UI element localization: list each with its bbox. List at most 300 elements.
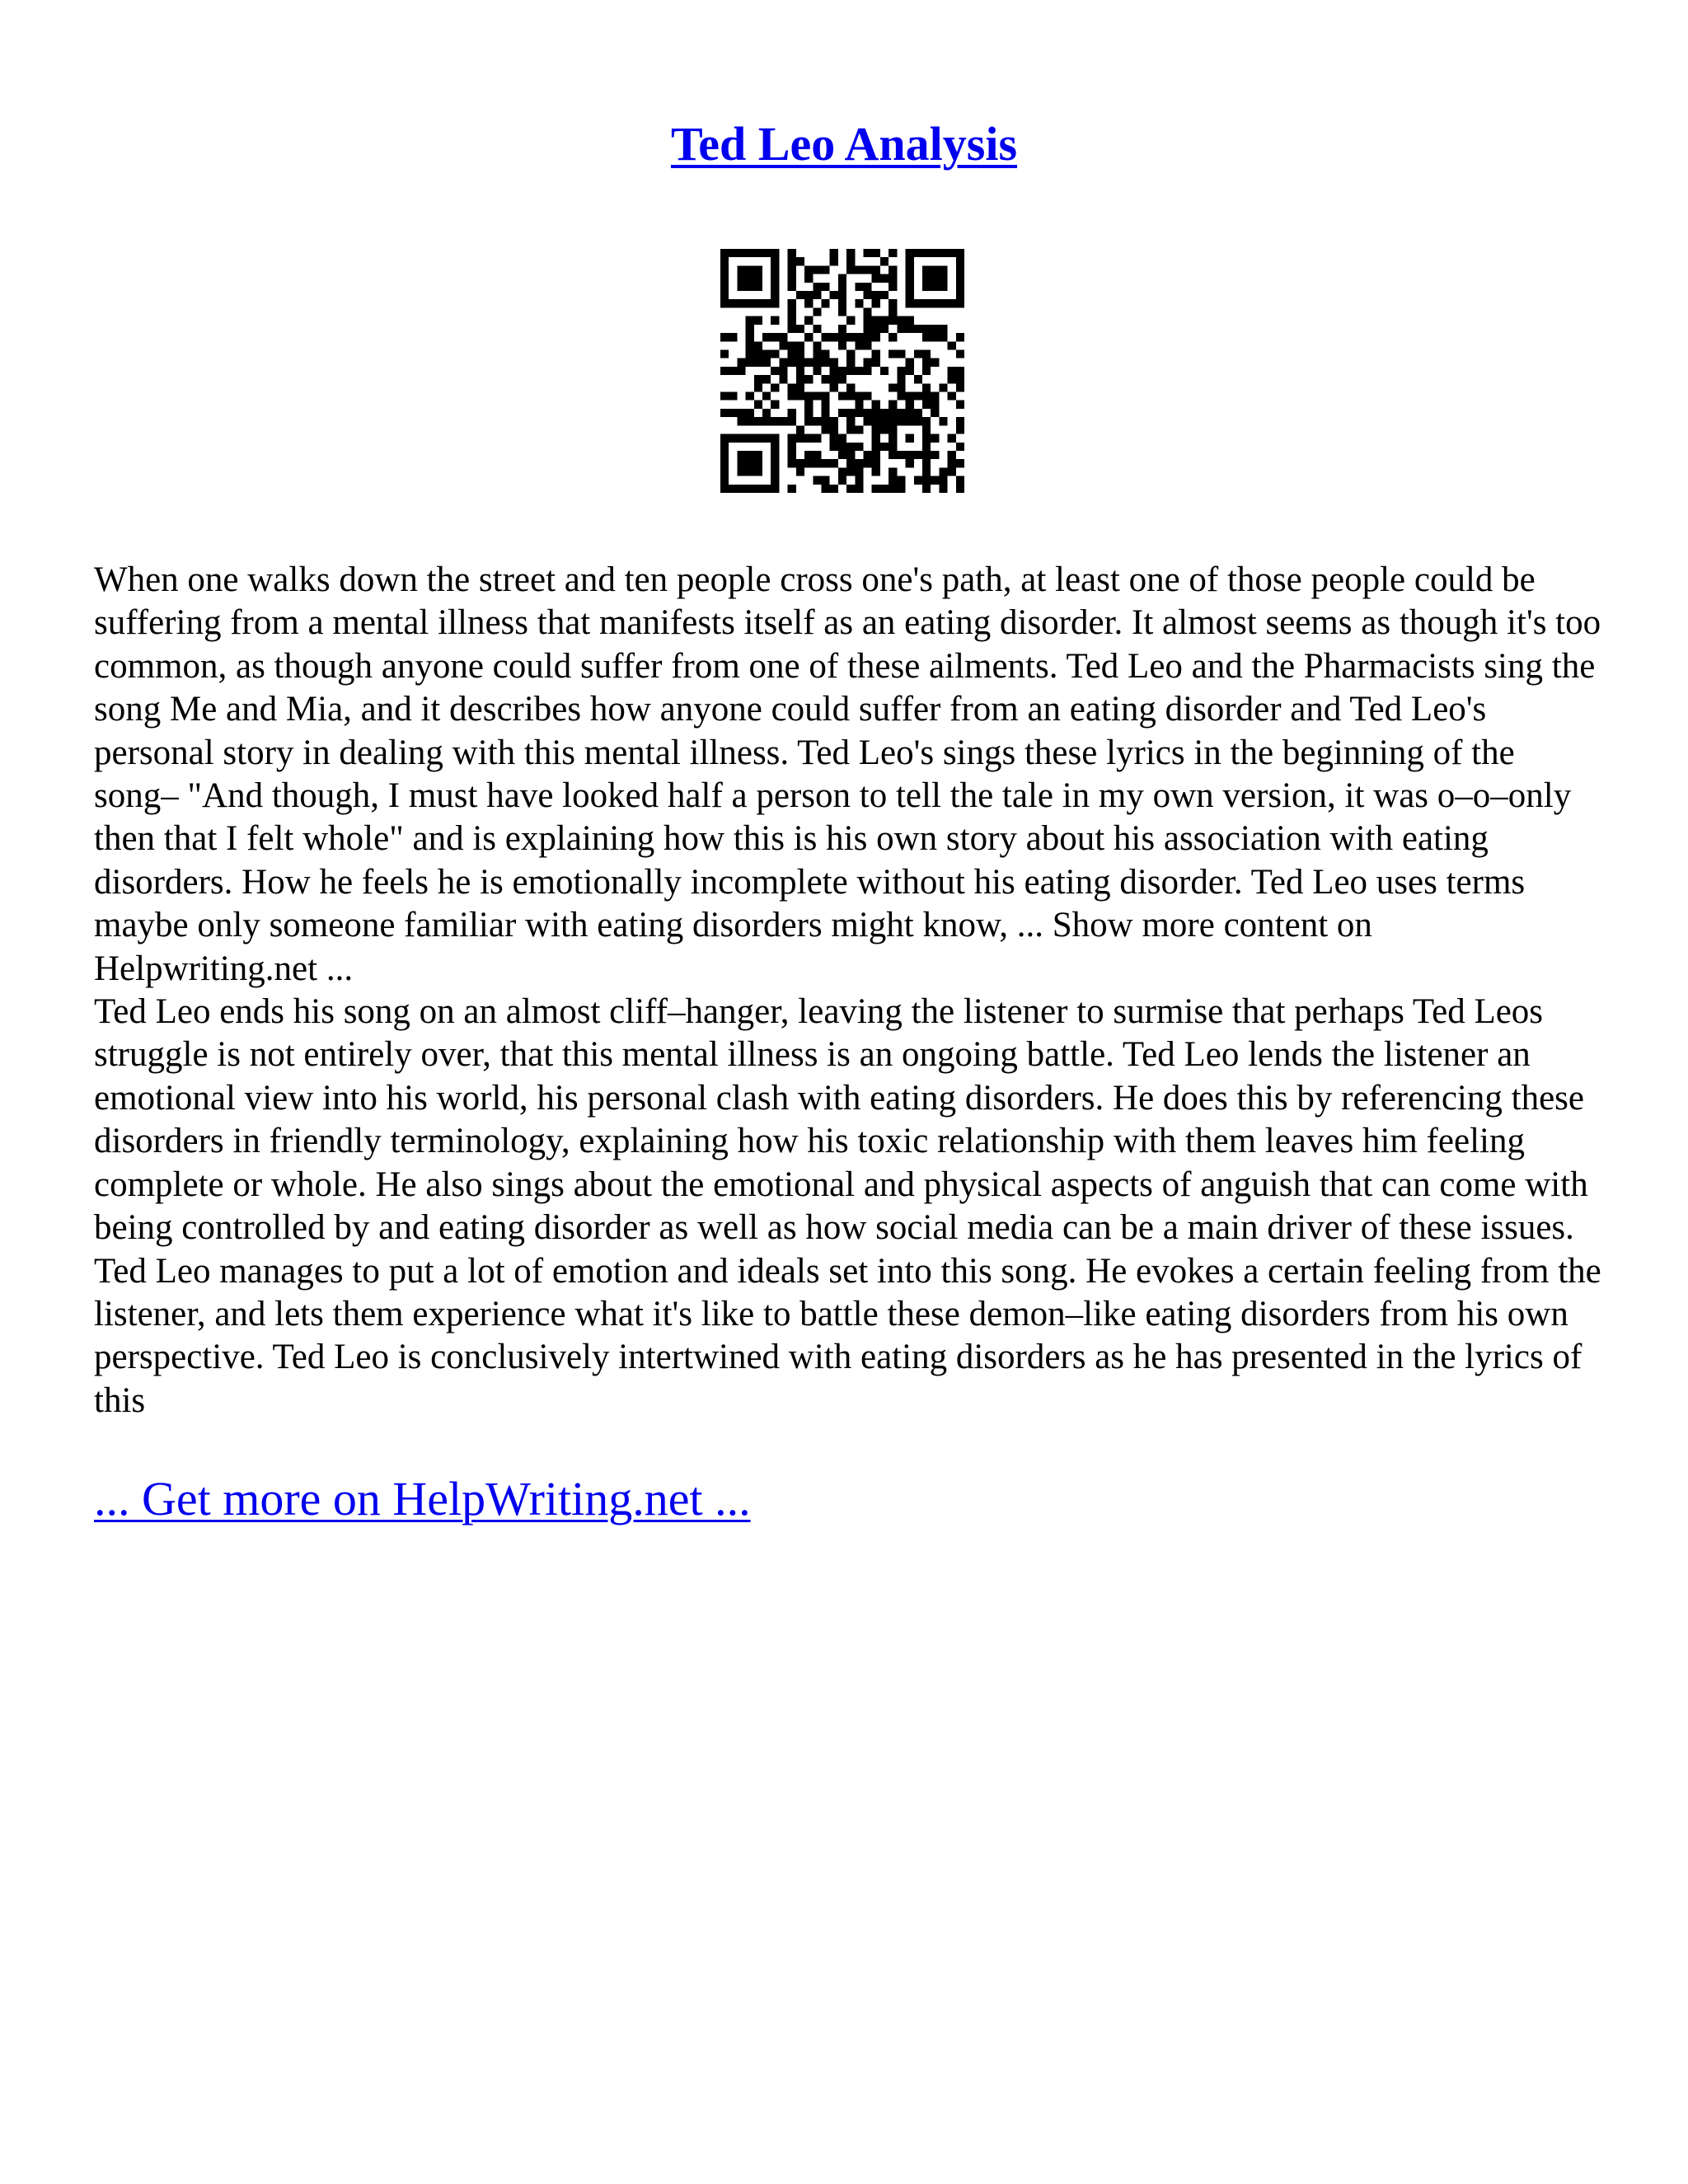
qr-module (796, 367, 804, 375)
qr-module (939, 325, 947, 333)
qr-module (864, 291, 872, 299)
qr-module (855, 443, 863, 451)
qr-module (855, 425, 863, 434)
qr-module (864, 392, 872, 401)
qr-module (906, 325, 914, 333)
qr-module (771, 299, 779, 307)
qr-module (754, 249, 762, 257)
qr-module (880, 316, 889, 325)
qr-module (889, 383, 897, 391)
qr-module (906, 417, 914, 425)
qr-module (804, 333, 813, 341)
qr-module (956, 265, 964, 274)
qr-module (762, 434, 771, 443)
qr-module (821, 401, 829, 409)
qr-module (939, 467, 947, 476)
qr-module (846, 257, 855, 265)
qr-module (931, 249, 939, 257)
qr-module (771, 434, 779, 443)
qr-module (872, 291, 880, 299)
qr-module (813, 367, 821, 375)
qr-module (922, 392, 931, 401)
qr-module (872, 316, 880, 325)
qr-module (720, 283, 729, 291)
qr-module (956, 291, 964, 299)
qr-module (830, 417, 838, 425)
qr-module (729, 485, 737, 493)
qr-module (880, 291, 889, 299)
qr-module (746, 265, 754, 274)
qr-module (762, 485, 771, 493)
qr-module (788, 485, 796, 493)
qr-module (864, 333, 872, 341)
qr-module (897, 392, 905, 401)
qr-module (813, 325, 821, 333)
qr-module (855, 409, 863, 417)
qr-module (897, 383, 905, 391)
qr-module (762, 349, 771, 358)
qr-module (889, 476, 897, 485)
qr-module (771, 367, 779, 375)
qr-module (855, 485, 863, 493)
qr-module (864, 316, 872, 325)
qr-module (746, 459, 754, 467)
qr-module (804, 291, 813, 299)
qr-module (931, 401, 939, 409)
qr-module (762, 299, 771, 307)
qr-module (729, 333, 737, 341)
qr-module (821, 375, 829, 383)
qr-module (914, 325, 922, 333)
qr-module (830, 459, 838, 467)
qr-module (922, 249, 931, 257)
qr-module (720, 333, 729, 341)
qr-module (956, 383, 964, 391)
qr-module (931, 476, 939, 485)
qr-module (720, 485, 729, 493)
qr-module (922, 359, 931, 367)
qr-module (956, 257, 964, 265)
qr-module (846, 333, 855, 341)
qr-module (948, 299, 956, 307)
qr-module (830, 434, 838, 443)
qr-module (737, 274, 745, 283)
qr-module (804, 409, 813, 417)
qr-module (754, 341, 762, 349)
qr-module (931, 409, 939, 417)
qr-module (746, 283, 754, 291)
qr-module (804, 451, 813, 459)
qr-module (922, 485, 931, 493)
qr-module (846, 383, 855, 391)
qr-module (771, 316, 779, 325)
qr-module (729, 392, 737, 401)
qr-module (956, 283, 964, 291)
qr-module (922, 443, 931, 451)
qr-module (754, 434, 762, 443)
qr-module (796, 459, 804, 467)
qr-module (762, 392, 771, 401)
qr-module (788, 283, 796, 291)
qr-module (956, 333, 964, 341)
qr-module (796, 467, 804, 476)
qr-module (906, 401, 914, 409)
qr-module (771, 274, 779, 283)
qr-module (754, 283, 762, 291)
qr-module (737, 299, 745, 307)
qr-module (788, 434, 796, 443)
get-more-link-container (94, 1470, 751, 1528)
title-link[interactable]: Ted Leo Analysis (670, 117, 1018, 171)
qr-module (939, 383, 947, 391)
qr-module (864, 341, 872, 349)
qr-module (729, 299, 737, 307)
qr-module (855, 392, 863, 401)
qr-module (897, 325, 905, 333)
page-title (0, 115, 1688, 173)
qr-module (956, 459, 964, 467)
qr-module (771, 333, 779, 341)
qr-module (746, 451, 754, 459)
qr-module (830, 425, 838, 434)
qr-module (813, 283, 821, 291)
article-body (94, 559, 1602, 1422)
qr-module (864, 459, 872, 467)
qr-module (754, 485, 762, 493)
qr-module (897, 316, 905, 325)
qr-module (762, 375, 771, 383)
qr-module (897, 375, 905, 383)
qr-module (762, 333, 771, 341)
qr-module (838, 375, 846, 383)
qr-module (906, 257, 914, 265)
qr-module (846, 409, 855, 417)
qr-module (788, 274, 796, 283)
qr-module (948, 375, 956, 383)
qr-module (956, 349, 964, 358)
qr-module (864, 325, 872, 333)
qr-module (720, 265, 729, 274)
qr-module (821, 459, 829, 467)
qr-module (762, 359, 771, 367)
qr-module (922, 265, 931, 274)
qr-module (948, 459, 956, 467)
qr-module (746, 249, 754, 257)
qr-module (771, 476, 779, 485)
qr-module (838, 451, 846, 459)
qr-module (906, 283, 914, 291)
qr-module (838, 299, 846, 307)
qr-module (846, 459, 855, 467)
qr-module (889, 349, 897, 358)
qr-module (864, 451, 872, 459)
qr-module (720, 409, 729, 417)
qr-module (846, 265, 855, 274)
qr-module (796, 341, 804, 349)
qr-module (922, 283, 931, 291)
qr-module (788, 359, 796, 367)
qr-module (931, 359, 939, 367)
qr-module (956, 476, 964, 485)
qr-module (846, 359, 855, 367)
qr-module (746, 316, 754, 325)
qr-module (796, 291, 804, 299)
qr-module (838, 333, 846, 341)
qr-module (931, 265, 939, 274)
qr-module (788, 349, 796, 358)
qr-module (880, 417, 889, 425)
qr-module (872, 265, 880, 274)
qr-module (880, 485, 889, 493)
qr-module (939, 485, 947, 493)
qr-module (804, 434, 813, 443)
qr-module (846, 467, 855, 476)
qr-module (737, 283, 745, 291)
qr-module (956, 401, 964, 409)
qr-module (914, 349, 922, 358)
qr-module (720, 274, 729, 283)
qr-module (864, 359, 872, 367)
get-more-link[interactable]: ... Get more on HelpWriting.net ... (94, 1472, 751, 1526)
qr-module (956, 367, 964, 375)
qr-module (746, 333, 754, 341)
qr-module (720, 459, 729, 467)
qr-module (788, 257, 796, 265)
qr-module (948, 367, 956, 375)
qr-module (906, 451, 914, 459)
qr-module (754, 401, 762, 409)
qr-module (821, 485, 829, 493)
qr-module (779, 375, 787, 383)
qr-module (737, 265, 745, 274)
qr-module (897, 451, 905, 459)
paragraph-2: Ted Leo ends his song on an almost cliff–hanger, leaving the listener to surmise that perhaps Ted Leos struggle is not entirely over, that this mental illness is an ongoing battle. Ted Leo lends the listener an emotional view into his world, his personal clash with eating disorders. He does this by referencing these disorders in friendly terminology, explaining how his toxic relationship with them leaves him feeling complete or whole. He also sings about the emotional and physical aspects of anguish that can come with being controlled by and eating disorder as well as how social media can be a main driver of these issues. Ted Leo manages to put a lot of emotion and ideals set into this song. He evokes a certain feeling from the listener, and lets them experience what it's like to battle these demon–like eating disorders from his own perspective. Ted Leo is conclusively intertwined with eating disorders as he has presented in the lyrics of this (94, 992, 1601, 1420)
qr-module (914, 375, 922, 383)
qr-module (838, 274, 846, 283)
qr-module (804, 392, 813, 401)
qr-module (746, 274, 754, 283)
qr-module (804, 299, 813, 307)
qr-module (889, 316, 897, 325)
qr-module (720, 249, 729, 257)
qr-module (754, 467, 762, 476)
qr-module (754, 349, 762, 358)
qr-module (813, 349, 821, 358)
qr-module (939, 274, 947, 283)
qr-module (897, 409, 905, 417)
qr-module (821, 265, 829, 274)
qr-module (889, 485, 897, 493)
qr-module (914, 392, 922, 401)
qr-module (838, 392, 846, 401)
qr-module (889, 401, 897, 409)
qr-module (846, 417, 855, 425)
qr-module (880, 443, 889, 451)
qr-module (821, 283, 829, 291)
qr-module (922, 425, 931, 434)
qr-module (771, 291, 779, 299)
qr-module (864, 417, 872, 425)
qr-module (906, 299, 914, 307)
qr-module (897, 476, 905, 485)
qr-module (922, 467, 931, 476)
qr-module (889, 333, 897, 341)
qr-module (897, 367, 905, 375)
qr-module (813, 341, 821, 349)
qr-module (779, 417, 787, 425)
qr-module (956, 425, 964, 434)
qr-module (804, 459, 813, 467)
qr-module (948, 434, 956, 443)
qr-module (804, 274, 813, 283)
qr-module (729, 367, 737, 375)
qr-module (872, 401, 880, 409)
qr-module (796, 257, 804, 265)
qr-module (788, 265, 796, 274)
qr-module (737, 434, 745, 443)
qr-module (754, 316, 762, 325)
qr-module (737, 359, 745, 367)
qr-module (788, 392, 796, 401)
qr-module (771, 265, 779, 274)
qr-module (872, 274, 880, 283)
qr-module (830, 375, 838, 383)
qr-module (804, 316, 813, 325)
qr-module (813, 307, 821, 316)
qr-module (922, 459, 931, 467)
qr-module (754, 359, 762, 367)
qr-module (889, 451, 897, 459)
qr-module (720, 291, 729, 299)
qr-module (922, 274, 931, 283)
qr-module (931, 283, 939, 291)
qr-module (880, 274, 889, 283)
qr-module (720, 451, 729, 459)
qr-module (720, 467, 729, 476)
qr-module (813, 459, 821, 467)
qr-module (872, 349, 880, 358)
qr-module (737, 367, 745, 375)
qr-module (914, 451, 922, 459)
qr-module (906, 409, 914, 417)
qr-module (796, 325, 804, 333)
qr-module (897, 417, 905, 425)
qr-module (821, 349, 829, 358)
qr-module (939, 265, 947, 274)
qr-module (788, 316, 796, 325)
qr-module (796, 375, 804, 383)
qr-module (771, 417, 779, 425)
qr-module (914, 249, 922, 257)
qr-module (880, 367, 889, 375)
qr-module (779, 341, 787, 349)
qr-module (889, 299, 897, 307)
qr-module (771, 443, 779, 451)
qr-module (889, 434, 897, 443)
qr-module (788, 307, 796, 316)
qr-module (872, 425, 880, 434)
qr-module (939, 283, 947, 291)
qr-module (779, 367, 787, 375)
qr-module (906, 359, 914, 367)
qr-module (830, 257, 838, 265)
qr-module (931, 333, 939, 341)
qr-module (956, 375, 964, 383)
qr-module (948, 341, 956, 349)
qr-module (720, 434, 729, 443)
qr-module (922, 451, 931, 459)
qr-module (746, 349, 754, 358)
qr-module (855, 459, 863, 467)
qr-module (846, 367, 855, 375)
qr-module (931, 392, 939, 401)
qr-module (737, 459, 745, 467)
qr-module (754, 274, 762, 283)
qr-module (889, 249, 897, 257)
qr-module (855, 476, 863, 485)
qr-module (872, 467, 880, 476)
qr-module (889, 283, 897, 291)
qr-module (880, 325, 889, 333)
qr-module (846, 392, 855, 401)
qr-module (922, 401, 931, 409)
qr-module (762, 417, 771, 425)
qr-module (771, 383, 779, 391)
qr-module (956, 249, 964, 257)
qr-module (788, 417, 796, 425)
qr-module (872, 443, 880, 451)
qr-module (830, 291, 838, 299)
qr-module (779, 333, 787, 341)
qr-module (931, 434, 939, 443)
qr-module (804, 401, 813, 409)
qr-module (855, 467, 863, 476)
qr-module (813, 291, 821, 299)
qr-module (796, 383, 804, 391)
qr-module (889, 467, 897, 476)
qr-module (720, 349, 729, 358)
qr-module (880, 257, 889, 265)
qr-module (737, 485, 745, 493)
qr-module (788, 409, 796, 417)
qr-module (948, 249, 956, 257)
qr-module (872, 409, 880, 417)
qr-module (788, 459, 796, 467)
qr-module (872, 485, 880, 493)
qr-module (746, 299, 754, 307)
qr-module (922, 367, 931, 375)
qr-module (788, 443, 796, 451)
qr-module (754, 375, 762, 383)
qr-module (737, 417, 745, 425)
qr-module (788, 451, 796, 459)
qr-module (838, 443, 846, 451)
qr-module (846, 316, 855, 325)
paragraph-1: When one walks down the street and ten people cross one's path, at least one of those people could be suffering from a mental illness that manifests itself as an eating disorder. It almost seems as though it's too common, as though anyone could suffer from one of these ailments. Ted Leo and the Pharmacists sing the song Me and Mia, and it describes how anyone could suffer from an eating disorder and Ted Leo's personal story in dealing with this mental illness. Ted Leo's sings these lyrics in the beginning of the song– "And though, I must have looked half a person to tell the tale in my own version, it was o–o–only then that I felt whole" and is explaining how this is his own story about his association with eating disorders. How he feels he is emotionally incomplete without his eating disorder. Ted Leo uses terms maybe only someone familiar with eating disorders might know, ... Show more content on Helpwriting.net ... (94, 560, 1601, 988)
qr-module (897, 485, 905, 493)
qr-module (906, 274, 914, 283)
qr-module (804, 375, 813, 383)
qr-module (931, 451, 939, 459)
qr-module (889, 409, 897, 417)
qr-module (948, 467, 956, 476)
qr-module (796, 425, 804, 434)
qr-module (771, 249, 779, 257)
qr-code-icon (720, 249, 964, 493)
qr-module (821, 425, 829, 434)
qr-module (821, 476, 829, 485)
qr-module (931, 274, 939, 283)
